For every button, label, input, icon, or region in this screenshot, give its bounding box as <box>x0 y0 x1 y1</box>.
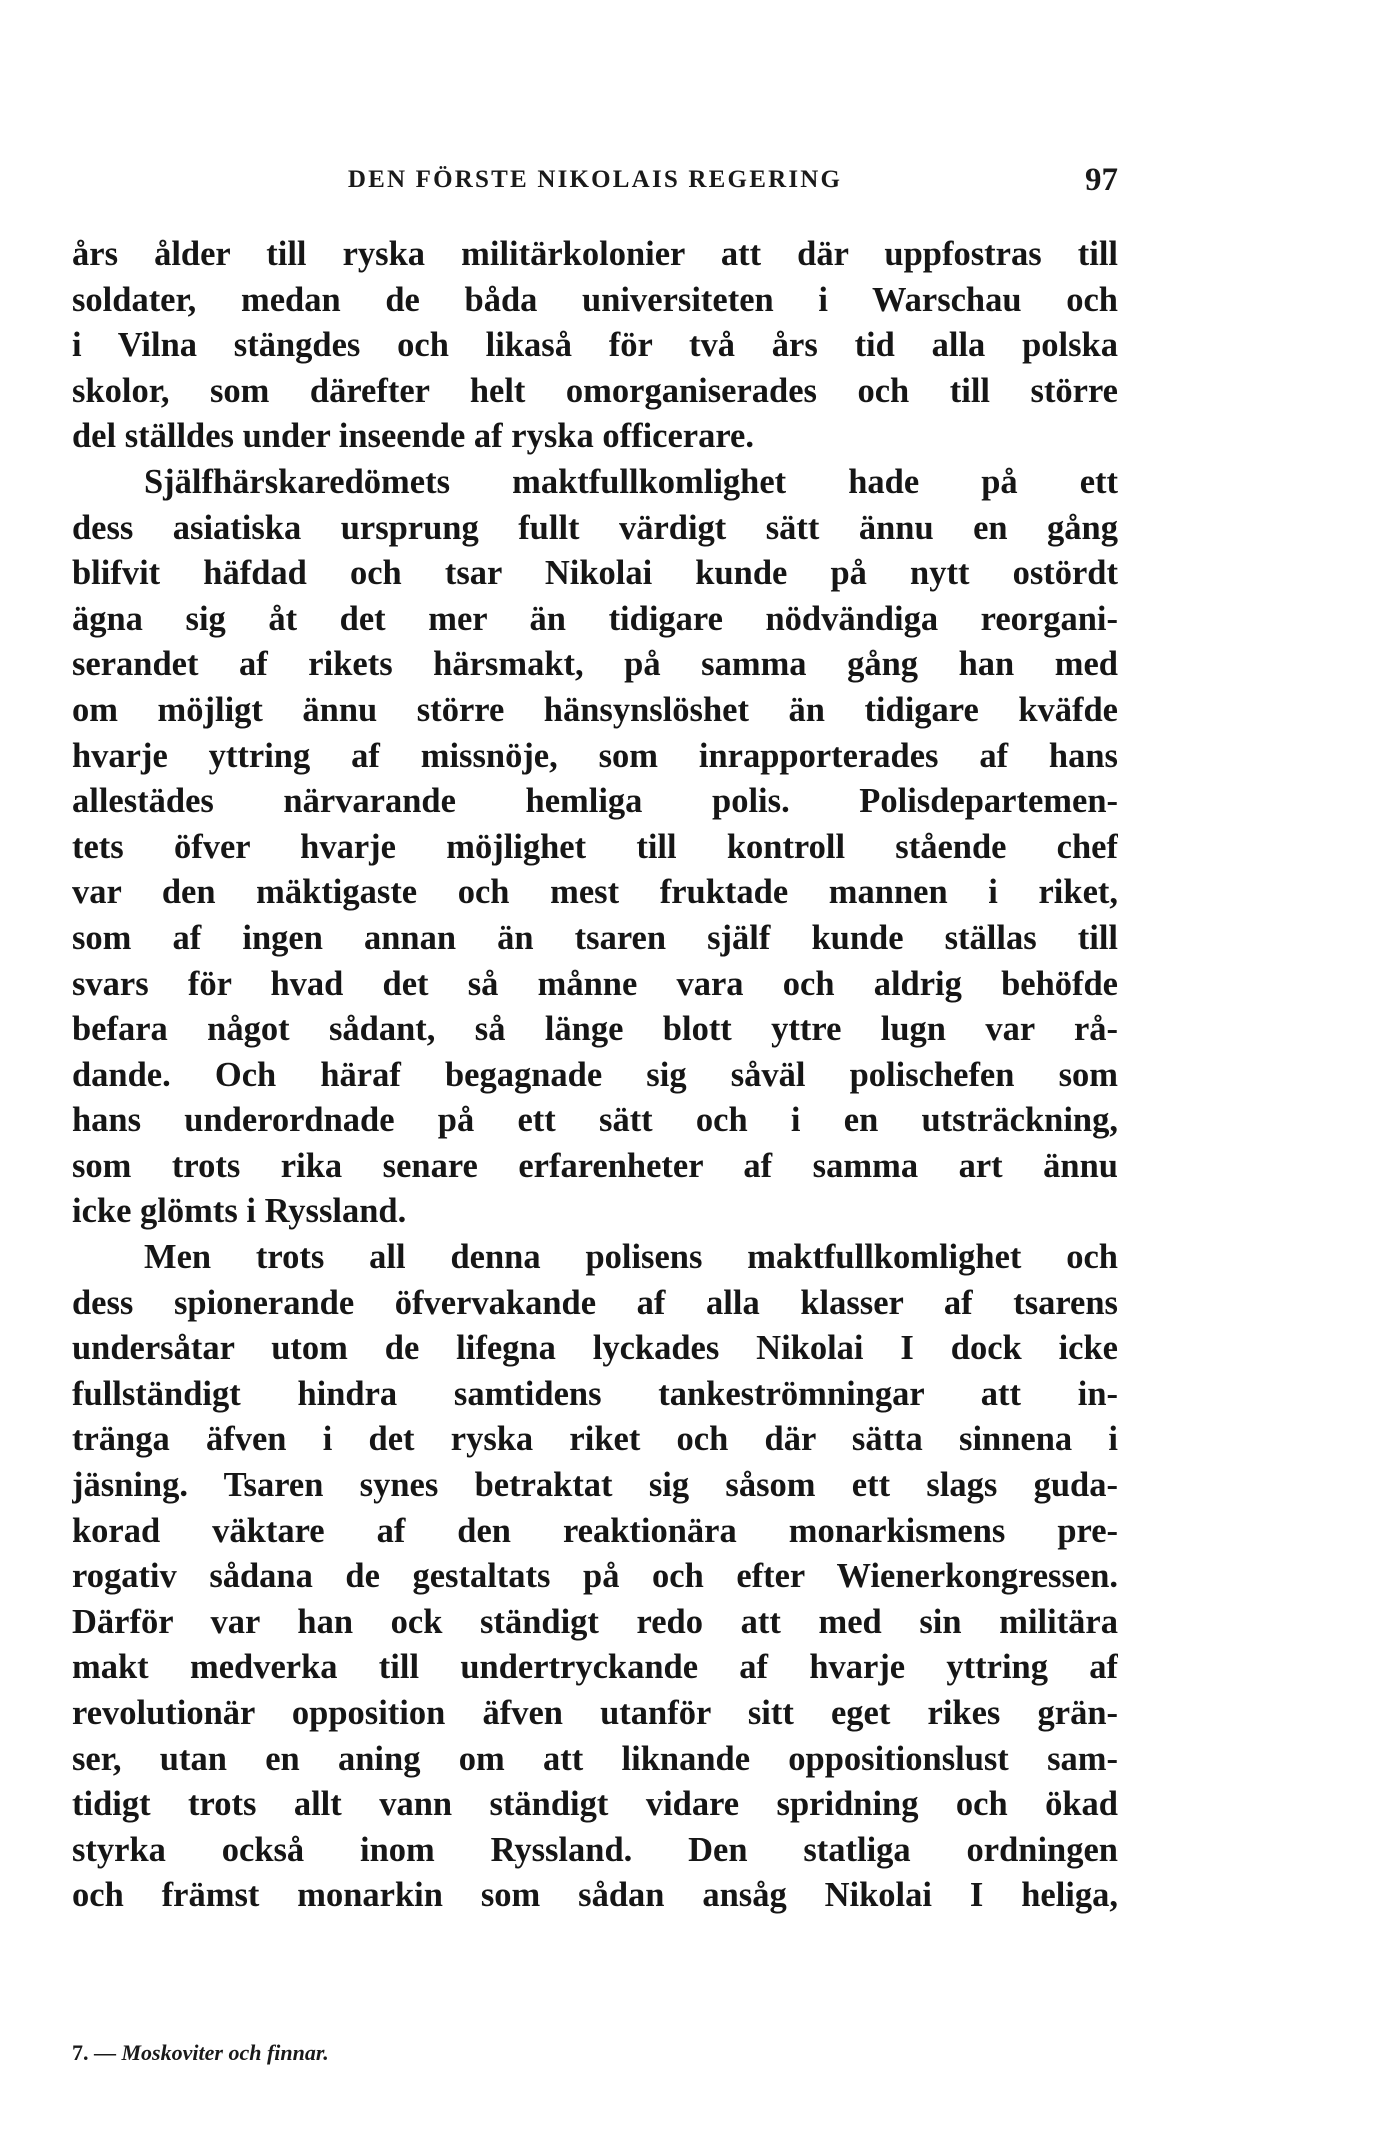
signature-line <box>72 2040 329 2066</box>
text-line: dess asiatiska ursprung fullt värdigt sätt ännu en gång <box>72 508 1118 547</box>
text-line: Själfhärskaredömets maktfullkomlighet hade på ett <box>144 462 1118 501</box>
text-line: om möjligt ännu större hänsynslöshet än tidigare kväfde <box>72 690 1118 729</box>
text-line: icke glömts i Ryssland. <box>72 1192 407 1231</box>
text-line: och främst monarkin som sådan ansåg Nikolai I heliga, <box>72 1876 1118 1915</box>
text-line: del ställdes under inseende af ryska officerare. <box>72 417 754 456</box>
signature-number: 7. <box>72 2040 89 2065</box>
running-title: DEN FÖRSTE NIKOLAIS REGERING <box>347 166 843 193</box>
text-line: allestädes närvarande hemliga polis. Polisdepartemen- <box>72 782 1118 821</box>
text-line: Men trots all denna polisens maktfullkomlighet och <box>144 1238 1118 1277</box>
text-line: års ålder till ryska militärkolonier att där uppfostras till <box>72 235 1118 273</box>
text-line: Därför var han ock ständigt redo att med sin militära <box>72 1602 1118 1641</box>
text-line: tränga äfven i det ryska riket och där sätta sinnena i <box>72 1420 1118 1459</box>
text-line: hvarje yttring af missnöje, som inrapporterades af hans <box>72 736 1118 775</box>
text-line: revolutionär opposition äfven utanför sitt eget rikes grän- <box>72 1694 1118 1732</box>
text-line: undersåtar utom de lifegna lyckades Nikolai I dock icke <box>72 1329 1118 1368</box>
text-line: makt medverka till undertryckande af hvarje yttring af <box>72 1648 1118 1687</box>
text-line: serandet af rikets härsmakt, på samma gång han med <box>72 645 1118 684</box>
text-line: hans underordnade på ett sätt och i en utsträckning, <box>72 1101 1118 1140</box>
text-line: ägna sig åt det mer än tidigare nödvändiga reorgani- <box>72 599 1118 638</box>
text-line: dess spionerande öfvervakande af alla klasser af tsarens <box>72 1283 1118 1322</box>
text-line: dande. Och häraf begagnade sig såväl polischefen som <box>72 1055 1118 1094</box>
text-line: styrka också inom Ryssland. Den statliga ordningen <box>72 1830 1118 1869</box>
text-line: tets öfver hvarje möjlighet till kontroll stående chef <box>72 827 1118 866</box>
page-number: 97 <box>1085 162 1118 198</box>
text-line: i Vilna stängdes och likaså för två års tid alla polska <box>72 326 1118 365</box>
text-line: fullständigt hindra samtidens tankeströmningar att in- <box>72 1374 1118 1413</box>
text-line: som trots rika senare erfarenheter af samma art ännu <box>72 1146 1118 1185</box>
text-line: ser, utan en aning om att liknande oppositionslust sam- <box>72 1739 1118 1778</box>
signature-title: Moskoviter och finnar. <box>121 2040 329 2065</box>
text-line: rogativ sådana de gestaltats på och efter Wienerkongressen. <box>72 1557 1118 1596</box>
text-line: tidigt trots allt vann ständigt vidare spridning och ökad <box>72 1785 1118 1824</box>
running-head <box>72 162 1118 202</box>
text-line: skolor, som därefter helt omorganiserades och till större <box>72 371 1118 410</box>
text-line: korad väktare af den reaktionära monarkismens pre- <box>72 1511 1118 1550</box>
text-line: som af ingen annan än tsaren själf kunde ställas till <box>72 918 1118 957</box>
text-line: befara något sådant, så länge blott yttre lugn var rå- <box>72 1010 1118 1049</box>
signature-dash: — <box>94 2040 116 2065</box>
text-line: blifvit häfdad och tsar Nikolai kunde på nytt ostördt <box>72 554 1118 593</box>
text-line: jäsning. Tsaren synes betraktat sig såsom ett slags guda- <box>72 1466 1118 1505</box>
body-text <box>72 232 1118 1919</box>
text-line: svars för hvad det så månne vara och aldrig behöfde <box>72 964 1118 1003</box>
text-line: soldater, medan de båda universiteten i Warschau och <box>72 280 1118 319</box>
text-line: var den mäktigaste och mest fruktade mannen i riket, <box>72 873 1118 912</box>
